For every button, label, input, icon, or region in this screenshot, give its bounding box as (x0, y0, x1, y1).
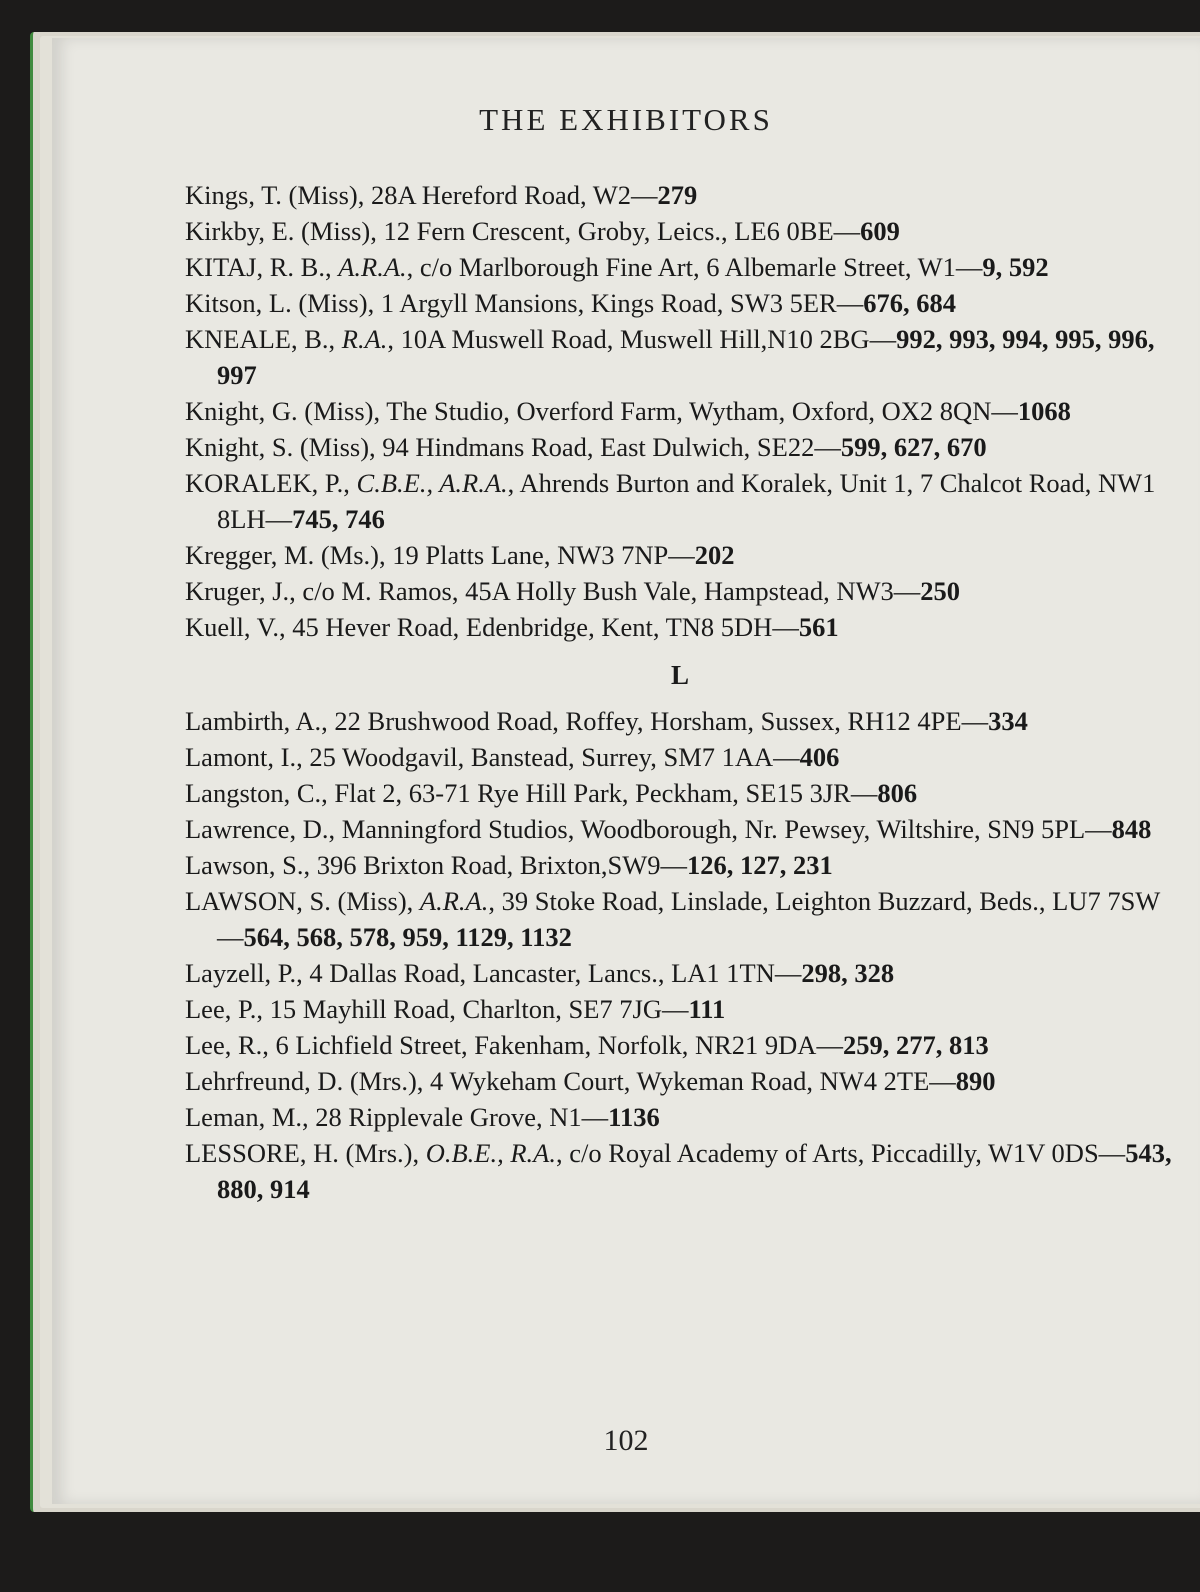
exhibitor-entry (185, 883, 1175, 955)
catalogue-numbers: 1136 (608, 1102, 660, 1132)
exhibitor-name-address: Lawson, S., 396 Brixton Road, Brixton,SW9— (185, 850, 688, 880)
exhibitor-entry (185, 465, 1175, 537)
catalogue-numbers: 259, 277, 813 (842, 1030, 989, 1060)
exhibitor-name-address: Kirkby, E. (Miss), 12 Fern Crescent, Groby, Leics., LE6 0BE— (185, 216, 861, 246)
catalogue-numbers: 561 (798, 612, 839, 642)
catalogue-numbers: 126, 127, 231 (687, 850, 833, 880)
exhibitor-name-address: KORALEK, P., (185, 468, 357, 498)
catalogue-numbers: 202 (694, 540, 735, 570)
exhibitor-entry (185, 609, 1175, 645)
exhibitor-entry (185, 847, 1175, 883)
exhibitor-entry (185, 739, 1175, 775)
exhibitor-name-address: LAWSON, S. (Miss), (185, 886, 420, 916)
catalogue-numbers: 9, 592 (982, 252, 1049, 282)
catalogue-numbers: 806 (877, 778, 918, 808)
exhibitor-address: , 10A Muswell Road, Muswell Hill,N10 2BG— (387, 324, 897, 354)
exhibitor-name-address: KITAJ, R. B., (185, 252, 339, 282)
exhibitor-name-address: Lee, R., 6 Lichfield Street, Fakenham, Norfolk, NR21 9DA— (185, 1030, 843, 1060)
exhibitor-name-address: Lehrfreund, D. (Mrs.), 4 Wykeham Court, Wykeman Road, NW4 2TE— (185, 1066, 956, 1096)
exhibitor-list (185, 177, 1175, 1207)
catalogue-numbers: 992, 993, 994, 995, 996, 997 (217, 324, 1155, 390)
exhibitor-name-address: Lambirth, A., 22 Brushwood Road, Roffey, Horsham, Sussex, RH12 4PE— (185, 706, 989, 736)
exhibitor-name-address: Lee, P., 15 Mayhill Road, Charlton, SE7 7JG— (185, 994, 689, 1024)
catalogue-numbers: 543, 880, 914 (217, 1138, 1172, 1204)
exhibitor-name-address: Leman, M., 28 Ripplevale Grove, N1— (185, 1102, 609, 1132)
exhibitor-address: , 39 Stoke Road, Linslade, Leighton Buzzard, Beds., LU7 7SW— (217, 886, 1161, 952)
exhibitor-name-address: Layzell, P., 4 Dallas Road, Lancaster, Lancs., LA1 1TN— (185, 958, 802, 988)
exhibitor-name-address: Kuell, V., 45 Hever Road, Edenbridge, Kent, TN8 5DH— (185, 612, 799, 642)
catalogue-numbers: 564, 568, 578, 959, 1129, 1132 (243, 922, 572, 952)
catalogue-numbers: 298, 328 (801, 958, 895, 988)
catalogue-numbers: 609 (860, 216, 900, 246)
catalogue-numbers: 745, 746 (292, 504, 385, 534)
exhibitor-name-address: LESSORE, H. (Mrs.), (185, 1138, 426, 1168)
exhibitor-honours: R.A. (341, 324, 388, 354)
exhibitor-name-address: Knight, S. (Miss), 94 Hindmans Road, East Dulwich, SE22— (185, 432, 841, 462)
exhibitor-honours: A.R.A. (338, 252, 407, 282)
section-letter: L (670, 660, 689, 690)
exhibitor-honours: O.B.E., R.A. (425, 1138, 556, 1168)
exhibitor-address: , c/o Royal Academy of Arts, Piccadilly, W1V 0DS— (555, 1138, 1126, 1168)
exhibitor-address: , c/o Marlborough Fine Art, 6 Albemarle Street, W1— (406, 252, 983, 282)
catalogue-numbers: 599, 627, 670 (840, 432, 987, 462)
catalogue-numbers: 111 (688, 994, 726, 1024)
page-number: 102 (603, 1424, 649, 1457)
exhibitor-name-address: Kregger, M. (Ms.), 19 Platts Lane, NW3 7NP— (185, 540, 695, 570)
exhibitor-entry (185, 1135, 1175, 1207)
catalogue-numbers: 1068 (1017, 396, 1071, 426)
exhibitor-name-address: Lawrence, D., Manningford Studios, Woodborough, Nr. Pewsey, Wiltshire, SN9 5PL— (185, 814, 1112, 844)
catalogue-numbers: 279 (657, 180, 698, 210)
exhibitor-entry (185, 177, 1175, 213)
exhibitor-entry (185, 811, 1175, 847)
exhibitor-entry (185, 1099, 1175, 1135)
catalogue-numbers: 334 (988, 706, 1028, 736)
exhibitor-entry (185, 991, 1175, 1027)
catalogue-numbers: 406 (799, 742, 840, 772)
exhibitor-entry (185, 321, 1175, 393)
catalogue-numbers: 250 (920, 576, 960, 606)
exhibitor-entry (185, 249, 1175, 285)
exhibitor-name-address: Knight, G. (Miss), The Studio, Overford Farm, Wytham, Oxford, OX2 8QN— (185, 396, 1018, 426)
exhibitor-name-address: Lamont, I., 25 Woodgavil, Banstead, Surrey, SM7 1AA— (185, 742, 800, 772)
exhibitor-entry (185, 393, 1175, 429)
exhibitor-entry (185, 1027, 1175, 1063)
exhibitor-entry (185, 955, 1175, 991)
exhibitor-name-address: Kruger, J., c/o M. Ramos, 45A Holly Bush Vale, Hampstead, NW3— (185, 576, 921, 606)
page-header: THE EXHIBITORS (479, 102, 773, 137)
book-page (52, 38, 1200, 1504)
exhibitor-entry (185, 285, 1175, 321)
exhibitor-entry (185, 429, 1175, 465)
exhibitor-entry (185, 1063, 1175, 1099)
exhibitor-entry (185, 537, 1175, 573)
exhibitor-address: , Ahrends Burton and Koralek, Unit 1, 7 Chalcot Road, NW1 8LH— (217, 468, 1156, 534)
exhibitor-honours: C.B.E., A.R.A. (356, 468, 508, 498)
catalogue-numbers: 848 (1111, 814, 1152, 844)
catalogue-numbers: 676, 684 (863, 288, 956, 318)
exhibitor-name-address: KNEALE, B., (185, 324, 342, 354)
exhibitor-honours: A.R.A. (419, 886, 489, 916)
exhibitor-entry (185, 213, 1175, 249)
exhibitor-name-address: Kings, T. (Miss), 28A Hereford Road, W2— (185, 180, 658, 210)
catalogue-numbers: 890 (955, 1066, 996, 1096)
exhibitor-entry (185, 775, 1175, 811)
exhibitor-entry (185, 573, 1175, 609)
exhibitor-entry (185, 703, 1175, 739)
exhibitor-name-address: Kitson, L. (Miss), 1 Argyll Mansions, Kings Road, SW3 5ER— (185, 288, 864, 318)
exhibitor-name-address: Langston, C., Flat 2, 63-71 Rye Hill Park, Peckham, SE15 3JR— (185, 778, 878, 808)
